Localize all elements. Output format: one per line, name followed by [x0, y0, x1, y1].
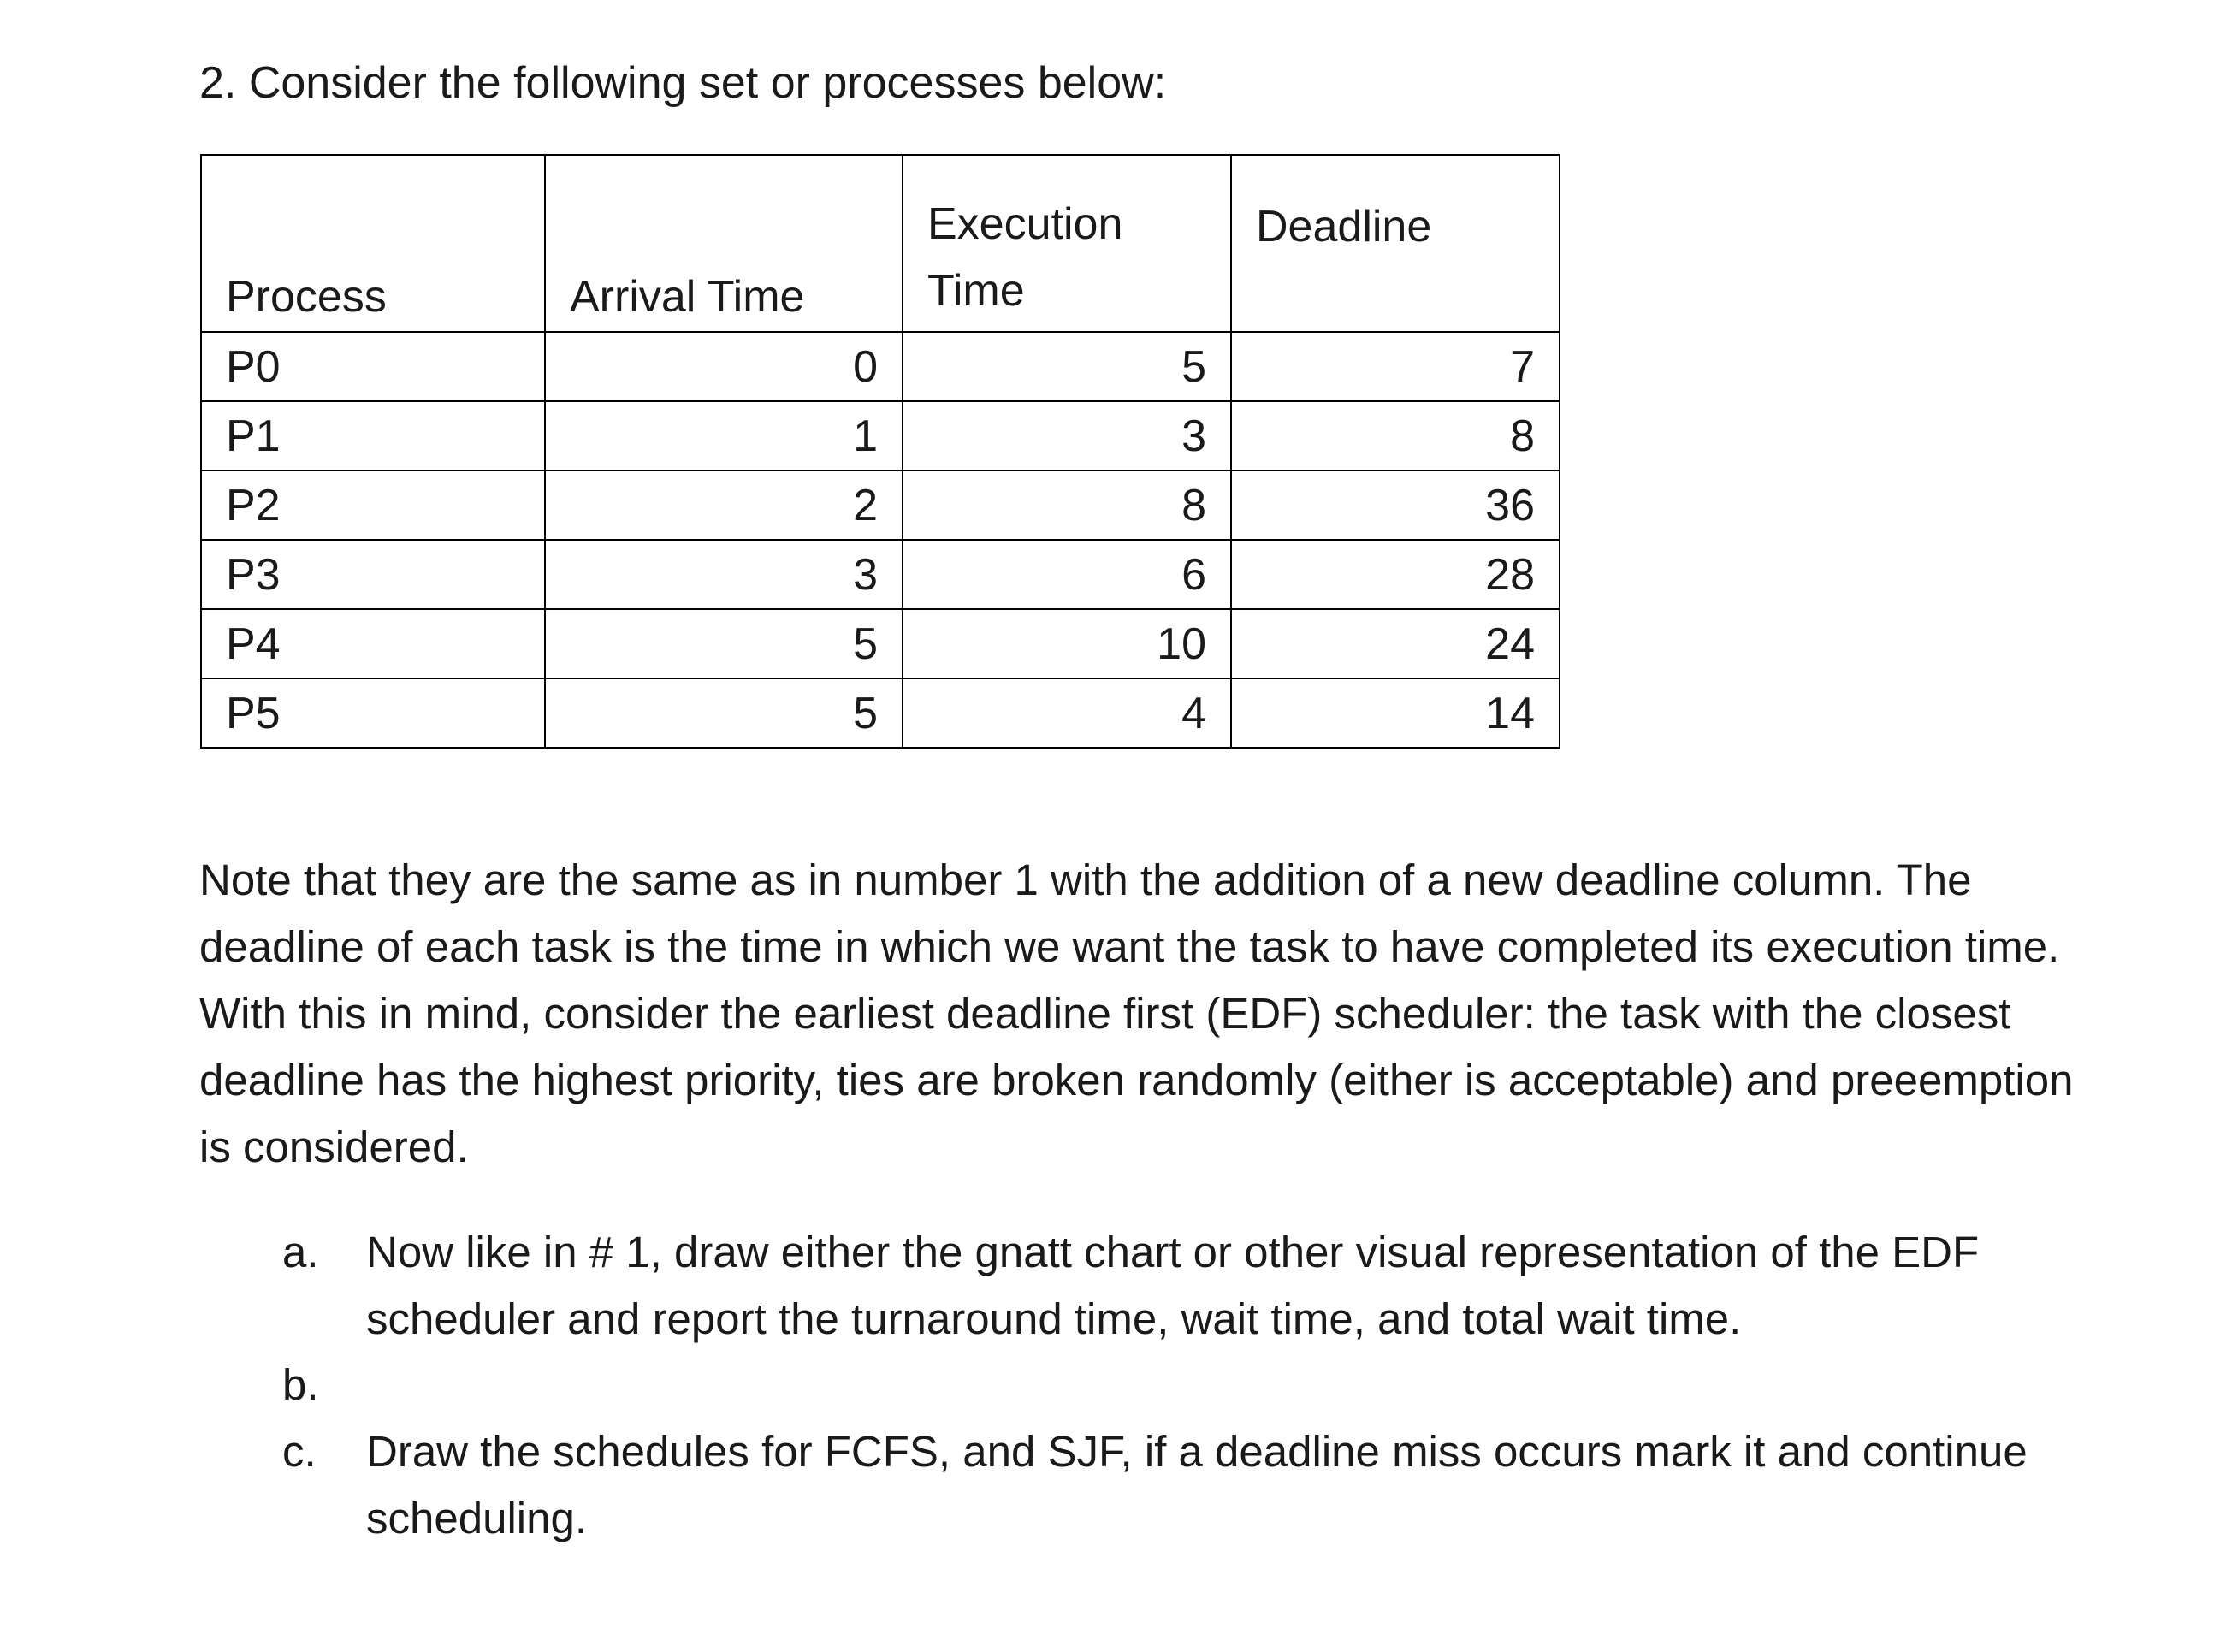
cell-execution: 8 [903, 471, 1231, 540]
header-execution-line1: Execution [927, 199, 1123, 249]
list-text-a [366, 1219, 2163, 1353]
list-marker-b: b. [282, 1360, 319, 1409]
cell-deadline: 14 [1231, 678, 1560, 748]
note-line: is considered. [199, 1122, 469, 1171]
cell-process: P4 [201, 609, 545, 678]
table-row [201, 540, 1560, 609]
cell-arrival: 1 [545, 401, 903, 471]
cell-deadline: 24 [1231, 609, 1560, 678]
table-row [201, 332, 1560, 401]
cell-arrival: 2 [545, 471, 903, 540]
cell-deadline: 28 [1231, 540, 1560, 609]
cell-process: P2 [201, 471, 545, 540]
cell-arrival: 5 [545, 678, 903, 748]
header-execution-line2: Time [927, 266, 1025, 316]
table-row [201, 471, 1560, 540]
note-line: Note that they are the same as in number 1 with the addition of a new deadline column. The [199, 856, 1972, 904]
table-row [201, 609, 1560, 678]
cell-deadline: 8 [1231, 401, 1560, 471]
note-line: deadline has the highest priority, ties are broken randomly (either is acceptable) and preeemption [199, 1056, 2074, 1104]
table-row [201, 401, 1560, 471]
note-paragraph [199, 847, 2218, 1181]
cell-execution: 6 [903, 540, 1231, 609]
cell-deadline: 36 [1231, 471, 1560, 540]
header-arrival-time: Arrival Time [545, 155, 903, 332]
process-table [200, 154, 1560, 749]
list-text-line: Now like in # 1, draw either the gnatt chart or other visual representation of the EDF [366, 1228, 1980, 1276]
list-text-c [366, 1418, 2163, 1552]
cell-deadline: 7 [1231, 332, 1560, 401]
header-deadline: Deadline [1231, 155, 1560, 332]
cell-arrival: 3 [545, 540, 903, 609]
cell-execution: 5 [903, 332, 1231, 401]
list-marker-c: c. [282, 1427, 317, 1476]
cell-process: P3 [201, 540, 545, 609]
list-text-line: scheduler and report the turnaround time, wait time, and total wait time. [366, 1294, 1742, 1343]
cell-execution: 10 [903, 609, 1231, 678]
note-line: With this in mind, consider the earliest deadline first (EDF) scheduler: the task with the closest [199, 989, 2011, 1038]
cell-process: P5 [201, 678, 545, 748]
list-marker-a: a. [282, 1228, 319, 1276]
table-row [201, 678, 1560, 748]
cell-process: P1 [201, 401, 545, 471]
cell-process: P0 [201, 332, 545, 401]
table-header-row [201, 155, 1560, 332]
question-title: 2. Consider the following set or processes below: [199, 58, 1167, 108]
header-process: Process [201, 155, 545, 332]
header-execution-time [903, 155, 1231, 332]
list-text-line: scheduling. [366, 1494, 588, 1542]
cell-execution: 3 [903, 401, 1231, 471]
cell-arrival: 5 [545, 609, 903, 678]
list-text-line: Draw the schedules for FCFS, and SJF, if a deadline miss occurs mark it and continue [366, 1427, 2028, 1476]
cell-execution: 4 [903, 678, 1231, 748]
cell-arrival: 0 [545, 332, 903, 401]
note-line: deadline of each task is the time in which we want the task to have completed its execution time. [199, 922, 2060, 971]
